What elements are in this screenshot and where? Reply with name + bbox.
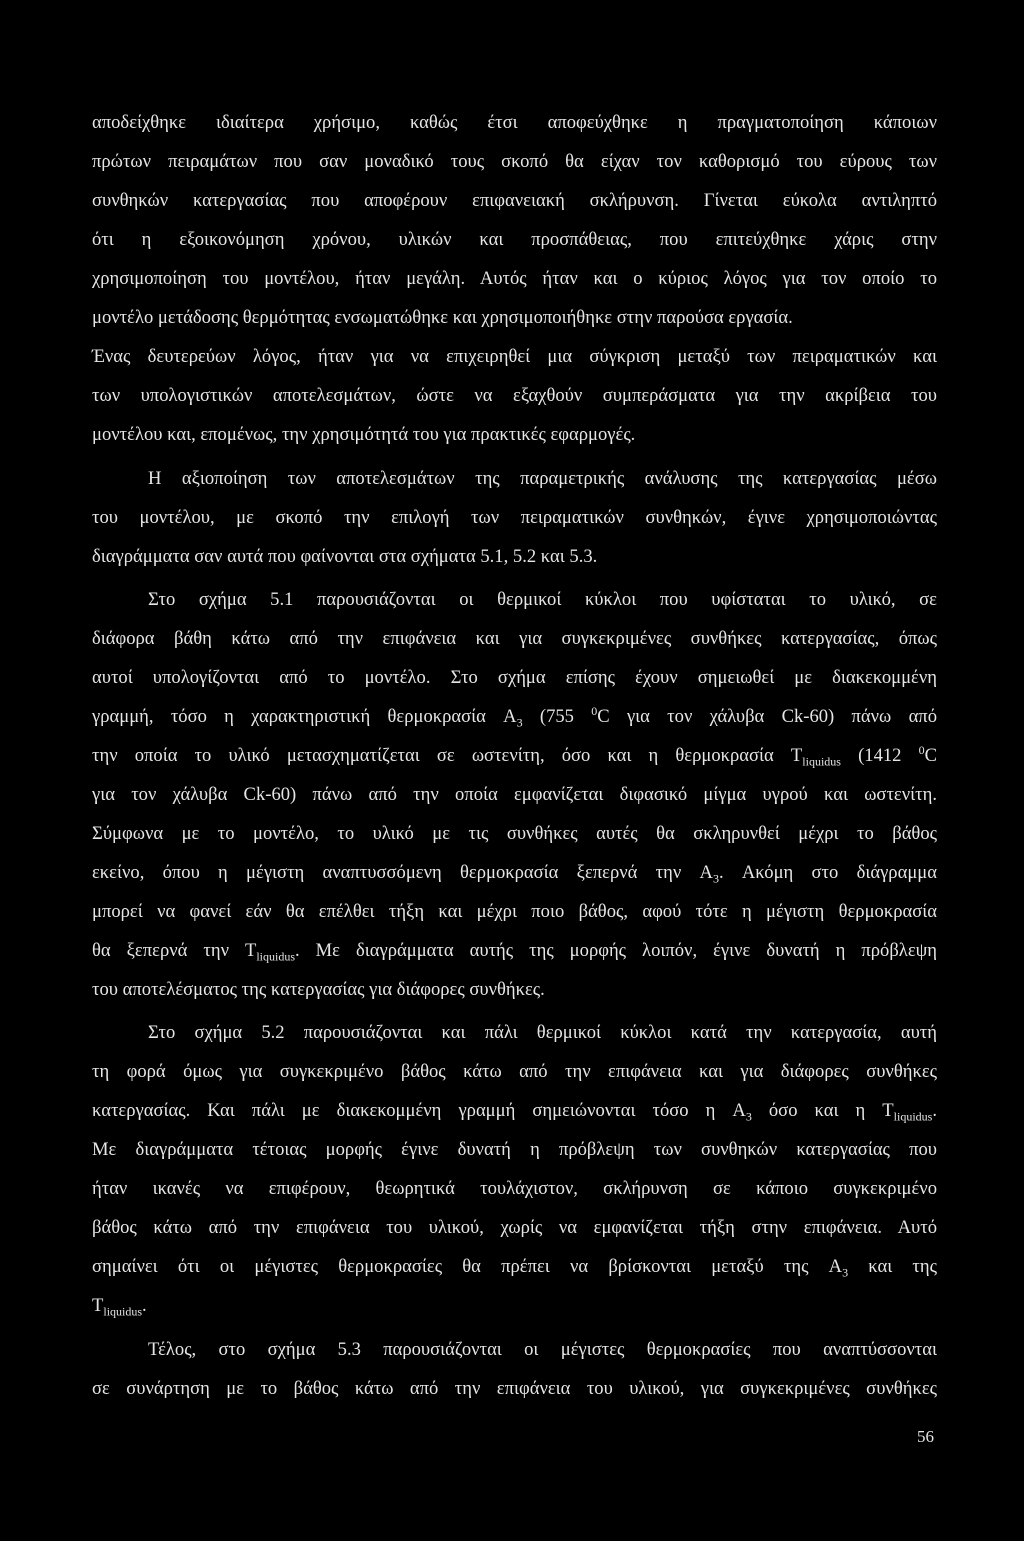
text-line: πρώτων πειραμάτων που σαν μοναδικό τους σκοπό θα είχαν τον καθορισμό του εύρους των (92, 151, 937, 172)
text-line: Τέλος, στο σχήμα 5.3 παρουσιάζονται οι μέγιστες θερμοκρασίες που αναπτύσσονται (148, 1339, 937, 1360)
text-line: $T_{liquidus}$. (92, 1295, 147, 1319)
text-line: Ένας δευτερεύων λόγος, ήταν για να επιχειρηθεί μια σύγκριση μεταξύ των πειραματικών και (92, 346, 937, 367)
text-line: Η αξιοποίηση των αποτελεσμάτων της παραμετρικής ανάλυσης της κατεργασίας μέσω (148, 468, 937, 489)
text-line: θα ξεπερνά την $T_{liquidus}$. Με διαγράμματα αυτής της μορφής λοιπόν, έγινε δυνατή η πρόβλεψη (92, 940, 937, 964)
text-line: των υπολογιστικών αποτελεσμάτων, ώστε να εξαχθούν συμπεράσματα για την ακρίβεια του (92, 385, 937, 406)
text-line: σε συνάρτηση με το βάθος κάτω από την επιφάνεια του υλικού, για συγκεκριμένες συνθήκες (92, 1378, 937, 1399)
page-number: 56 (917, 1427, 934, 1446)
text-line: χρησιμοποίηση του μοντέλου, ήταν μεγάλη. Αυτός ήταν και ο κύριος λόγος για τον οποίο το (92, 268, 937, 289)
text-line: αποδείχθηκε ιδιαίτερα χρήσιμο, καθώς έτσι αποφεύχθηκε η πραγματοποίηση κάποιων (92, 112, 937, 133)
text-line: Σύμφωνα με το μοντέλο, το υλικό με τις συνθήκες αυτές θα σκληρυνθεί μέχρι το βάθος (92, 823, 937, 844)
text-line: βάθος κάτω από την επιφάνεια του υλικού, χωρίς να εμφανίζεται τήξη στην επιφάνεια. Αυτό (92, 1217, 937, 1238)
text-line: του αποτελέσματος της κατεργασίας για διάφορες συνθήκες. (92, 979, 545, 1000)
text-line: διάφορα βάθη κάτω από την επιφάνεια και για συγκεκριμένες συνθήκες κατεργασίας, όπως (92, 628, 937, 649)
text-line: ήταν ικανές να επιφέρουν, θεωρητικά τουλάχιστον, σκλήρυνση σε κάποιο συγκεκριμένο (92, 1178, 937, 1199)
text-line: Με διαγράμματα τέτοιας μορφής έγινε δυνατή η πρόβλεψη των συνθηκών κατεργασίας που (92, 1139, 937, 1160)
text-line: συνθηκών κατεργασίας που αποφέρουν επιφανειακή σκλήρυνση. Γίνεται εύκολα αντιληπτό (92, 190, 937, 211)
text-line: Στο σχήμα 5.1 παρουσιάζονται οι θερμικοί κύκλοι που υφίσταται το υλικό, σε (148, 589, 937, 610)
text-line: για τον χάλυβα Ck-60) πάνω από την οποία εμφανίζεται διφασικό μίγμα υγρού και ωστενίτη. (92, 784, 937, 805)
text-line: μοντέλου και, επομένως, την χρησιμότητά του για πρακτικές εφαρμογές. (92, 424, 636, 445)
text-line: μοντέλο μετάδοσης θερμότητας ενσωματώθηκε και χρησιμοποιήθηκε στην παρούσα εργασία. (92, 307, 793, 328)
text-line: αυτοί υπολογίζονται από το μοντέλο. Στο σχήμα επίσης έχουν σημειωθεί με διακεκομμένη (92, 667, 937, 688)
text-line: διαγράμματα σαν αυτά που φαίνονται στα σχήματα 5.1, 5.2 και 5.3. (92, 546, 598, 567)
text-line: Στο σχήμα 5.2 παρουσιάζονται και πάλι θερμικοί κύκλοι κατά την κατεργασία, αυτή (148, 1022, 937, 1043)
text-line: ότι η εξοικονόμηση χρόνου, υλικών και προσπάθειας, που επιτεύχθηκε χάρις στην (92, 229, 937, 250)
text-line: κατεργασίας. Και πάλι με διακεκομμένη γραμμή σημειώνονται τόσο η $A_3$ όσο και η $T_{liquidus}$. (92, 1100, 937, 1124)
text-line: την οποία το υλικό μετασχηματίζεται σε ωστενίτη, όσο και η θερμοκρασία $T_{liquidus}$ (1412 $^0$C (92, 742, 937, 769)
text-line: εκείνο, όπου η μέγιστη αναπτυσσόμενη θερμοκρασία ξεπερνά την $A_3$. Ακόμη στο διάγραμμα (92, 862, 938, 886)
text-line: σημαίνει ότι οι μέγιστες θερμοκρασίες θα πρέπει να βρίσκονται μεταξύ της $A_3$ και της (92, 1256, 937, 1280)
text-line: του μοντέλου, με σκοπό την επιλογή των πειραματικών συνθηκών, έγινε χρησιμοποιώντας (92, 507, 937, 528)
text-line: τη φορά όμως για συγκεκριμένο βάθος κάτω από την επιφάνεια και για διάφορες συνθήκες (92, 1061, 937, 1082)
text-line: γραμμή, τόσο η χαρακτηριστική θερμοκρασία $A_3$ (755 $^0$C για τον χάλυβα Ck-60) πάνω από (92, 703, 937, 730)
text-line: μπορεί να φανεί εάν θα επέλθει τήξη και μέχρι ποιο βάθος, αφού τότε η μέγιστη θερμοκρασία (92, 901, 937, 922)
